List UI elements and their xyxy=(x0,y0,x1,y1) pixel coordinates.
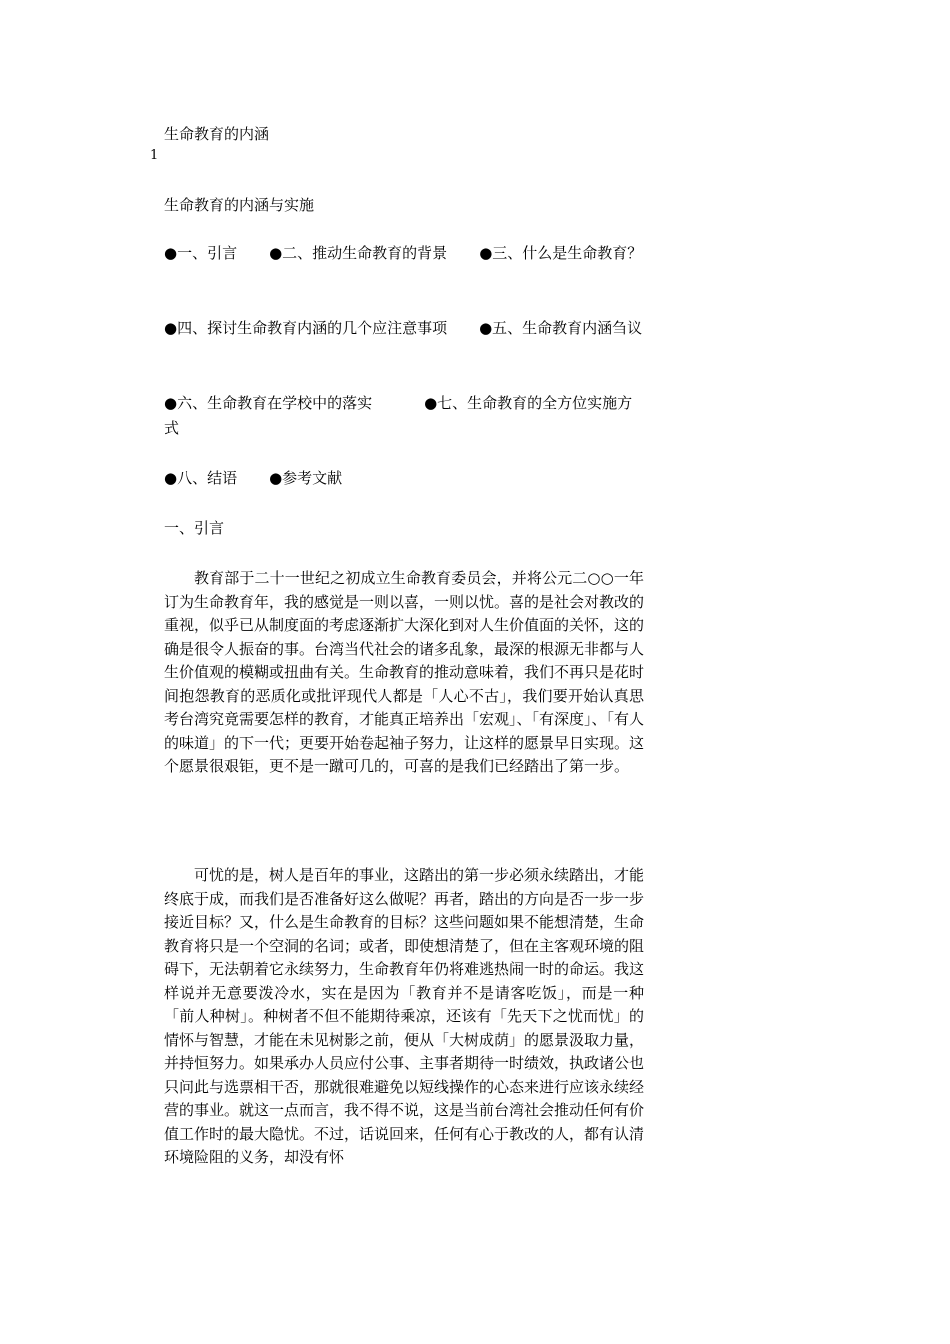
toc-row-3 xyxy=(164,391,644,441)
toc-link-intro[interactable]: ●一、引言 xyxy=(164,244,238,262)
header-title: 生命教育的内涵 xyxy=(164,125,270,143)
paragraph-1-text: 教育部于二十一世纪之初成立生命教育委员会，并将公元二○○一年订为生命教育年，我的感觉是一则以喜，一则以忧。喜的是社会对教改的重视，似乎已从制度面的考虑逐渐扩大深化到对人生价值面的关怀，这的确是很令人振奋的事。台湾当代社会的诸多乱象，最深的根源无非都与人生价值观的模糊或扭曲有关。生命教育的推动意味着，我们不再只是花时间抱怨教育的恶质化或批评现代人都是「人心不古」，我们要开始认真思考台湾究竟需要怎样的教育，才能真正培养出「宏观」、「有深度」、「有人的味道」的下一代；更要开始卷起袖子努力，让这样的愿景早日实现。这个愿景很艰钜，更不是一蹴可几的，可喜的是我们已经踏出了第一步。 xyxy=(164,569,645,775)
toc-link-implementation[interactable]: ●七、生命教育的全方位实施方式 xyxy=(164,394,633,437)
toc-row-2 xyxy=(164,316,644,341)
toc-row-4 xyxy=(164,466,644,491)
toc-link-what-is[interactable]: ●三、什么是生命教育？ xyxy=(479,244,643,262)
page-number: 1 xyxy=(150,148,159,163)
toc-link-references[interactable]: ●参考文献 xyxy=(269,469,343,487)
section-heading-intro: 一、引言 xyxy=(164,519,225,537)
toc-link-conclusion[interactable]: ●八、结语 xyxy=(164,469,238,487)
toc-link-background[interactable]: ●二、推动生命教育的背景 xyxy=(269,244,448,262)
paragraph-2 xyxy=(164,864,644,1170)
paragraph-1 xyxy=(164,567,644,779)
toc-row-1 xyxy=(164,241,644,266)
paragraph-2-text: 可忧的是，树人是百年的事业，这踏出的第一步必须永续踏出，才能终底于成，而我们是否准备好这么做呢？再者，踏出的方向是否一步一步接近目标？又，什么是生命教育的目标？这些问题如果不能想清楚，生命教育将只是一个空洞的名词；或者，即使想清楚了，但在主客观环境的阻碍下，无法朝着它永续努力，生命教育年仍将难逃热闹一时的命运。我这样说并无意要泼冷水，实在是因为「教育并不是请客吃饭」，而是一种「前人种树」。种树者不但不能期待乘凉，还该有「先天下之忧而忧」的情怀与智慧，才能在未见树影之前，便从「大树成荫」的愿景汲取力量，并持恒努力。如果承办人员应付公事、主事者期待一时绩效，执政诸公也只问此与选票相干否，那就很难避免以短线操作的心态来进行应该永续经营的事业。就这一点而言，我不得不说，这是当前台湾社会推动任何有价值工作时的最大隐忧。不过，话说回来，任何有心于教改的人，都有认清环境险阻的义务，却没有怀 xyxy=(164,866,645,1166)
toc-link-school[interactable]: ●六、生命教育在学校中的落实 xyxy=(164,394,373,412)
toc-link-content[interactable]: ●五、生命教育内涵刍议 xyxy=(479,319,643,337)
toc-link-notes[interactable]: ●四、探讨生命教育内涵的几个应注意事项 xyxy=(164,319,448,337)
doc-title: 生命教育的内涵与实施 xyxy=(164,196,315,214)
